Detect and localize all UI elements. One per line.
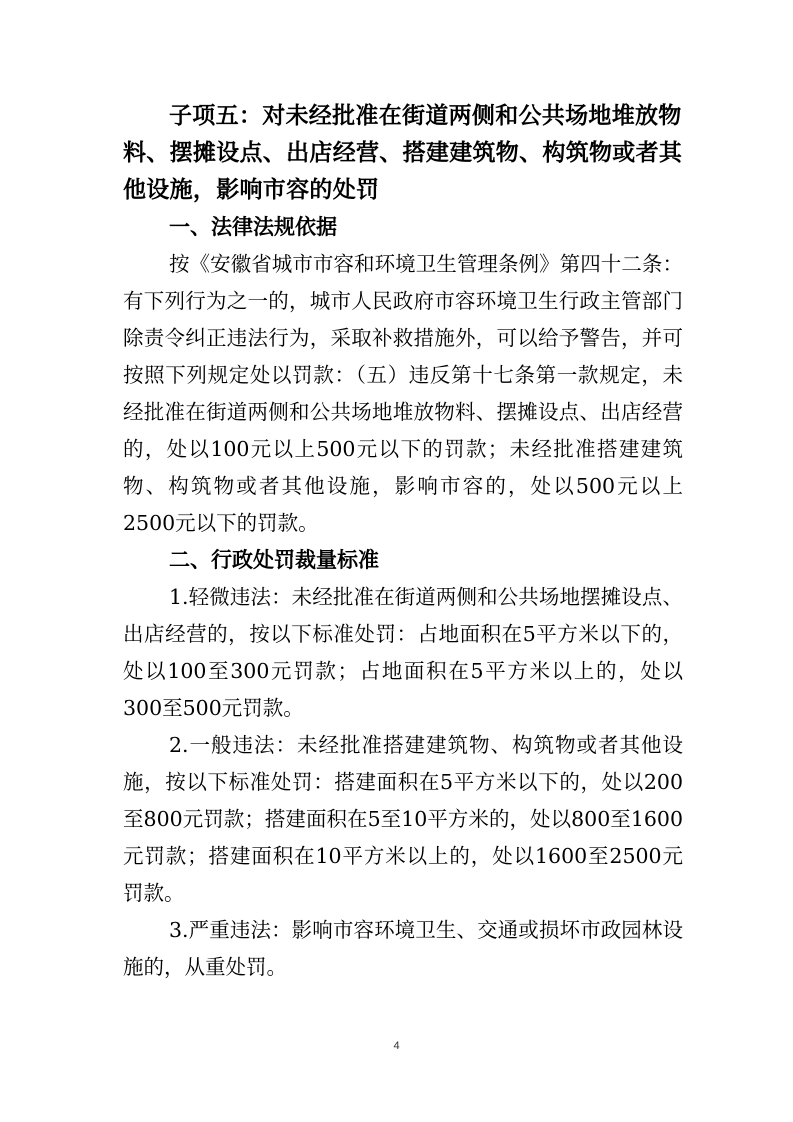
- standard-item-minor: 1.轻微违法：未经批准在街道两侧和公共场地摆摊设点、出店经营的，按以下标准处罚：占地面积在5平方米以下的，处以100至300元罚款；占地面积在5平方米以上的，处以300至500元罚款。: [123, 585, 683, 720]
- legal-basis-paragraph: 按《安徽省城市市容和环境卫生管理条例》第四十二条：有下列行为之一的，城市人民政府市容环境卫生行政主管部门除责令纠正违法行为，采取补救措施外，可以给予警告，并可按照下列规定处以罚款：（五）违反第十七条第一款规定，未经批准在街道两侧和公共场地堆放物料、摆摊设点、出店经营的，处以100元以上500元以下的罚款；未经批准搭建建筑物、构筑物或者其他设施，影响市容的，处以500元以上2500元以下的罚款。: [123, 252, 683, 535]
- document-title: 子项五：对未经批准在街道两侧和公共场地堆放物料、摆摊设点、出店经营、搭建建筑物、构筑物或者其他设施，影响市容的处罚: [123, 103, 683, 203]
- page-number: 4: [393, 1040, 400, 1052]
- section-heading-legal-basis: 一、法律法规依据: [169, 215, 337, 239]
- standard-item-general: 2.一般违法：未经批准搭建建筑物、构筑物或者其他设施，按以下标准处罚：搭建面积在5平方米以下的，处以200至800元罚款；搭建面积在5至10平方米的，处以800至1600元罚款；搭建面积在10平方米以上的，处以1600至2500元罚款。: [123, 733, 683, 905]
- document-body: [123, 98, 683, 986]
- section-heading-discretion-standard: 二、行政处罚裁量标准: [169, 548, 379, 572]
- standard-item-serious: 3.严重违法：影响市容环境卫生、交通或损坏市政园林设施的，从重处罚。: [123, 918, 683, 979]
